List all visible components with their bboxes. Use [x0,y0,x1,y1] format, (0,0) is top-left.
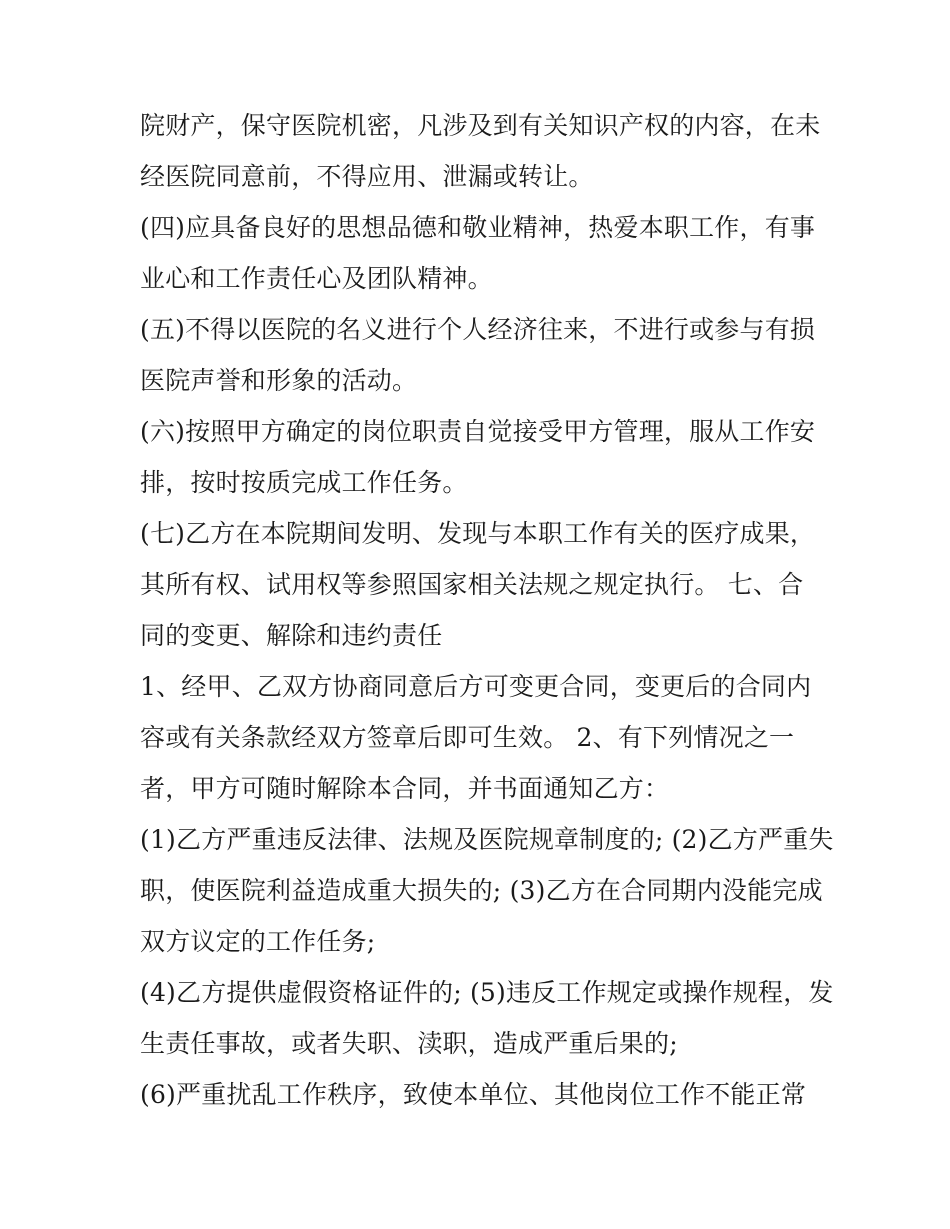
text-line: (1)乙方严重违反法律、法规及医院规章制度的; (2)乙方严重失 [140,825,834,854]
text-line: 同的变更、解除和违约责任 [140,621,443,650]
text-line: 医院声誉和形象的活动。 [140,366,418,395]
text-line: 业心和工作责任心及团队精神。 [140,264,493,293]
text-line: 者，甲方可随时解除本合同，并书面通知乙方： [140,774,670,803]
text-line: (4)乙方提供虚假资格证件的; (5)违反工作规定或操作规程，发 [140,978,834,1007]
text-line: 生责任事故，或者失职、渎职，造成严重后果的; [140,1029,678,1058]
text-line: (六)按照甲方确定的岗位职责自觉接受甲方管理，服从工作安 [140,417,816,446]
text-line: 排，按时按质完成工作任务。 [140,468,468,497]
text-line: 1、经甲、乙双方协商同意后方可变更合同，变更后的合同内 [140,672,812,701]
text-line: (五)不得以医院的名义进行个人经济往来，不进行或参与有损 [140,315,816,344]
text-line: (七)乙方在本院期间发明、发现与本职工作有关的医疗成果， [140,519,816,548]
text-line: 其所有权、试用权等参照国家相关法规之规定执行。 七、合 [140,570,804,599]
text-line: 双方议定的工作任务; [140,927,376,956]
text-line: (四)应具备良好的思想品德和敬业精神，热爱本职工作，有事 [140,213,816,242]
text-line: 院财产，保守医院机密，凡涉及到有关知识产权的内容，在未 [140,111,821,140]
document-body [140,100,834,1120]
text-line: 经医院同意前，不得应用、泄漏或转让。 [140,162,594,191]
text-line: (6)严重扰乱工作秩序，致使本单位、其他岗位工作不能正常 [140,1080,807,1109]
text-line: 容或有关条款经双方签章后即可生效。 2、有下列情况之一 [140,723,795,752]
text-line: 职，使医院利益造成重大损失的; (3)乙方在合同期内没能完成 [140,876,823,905]
